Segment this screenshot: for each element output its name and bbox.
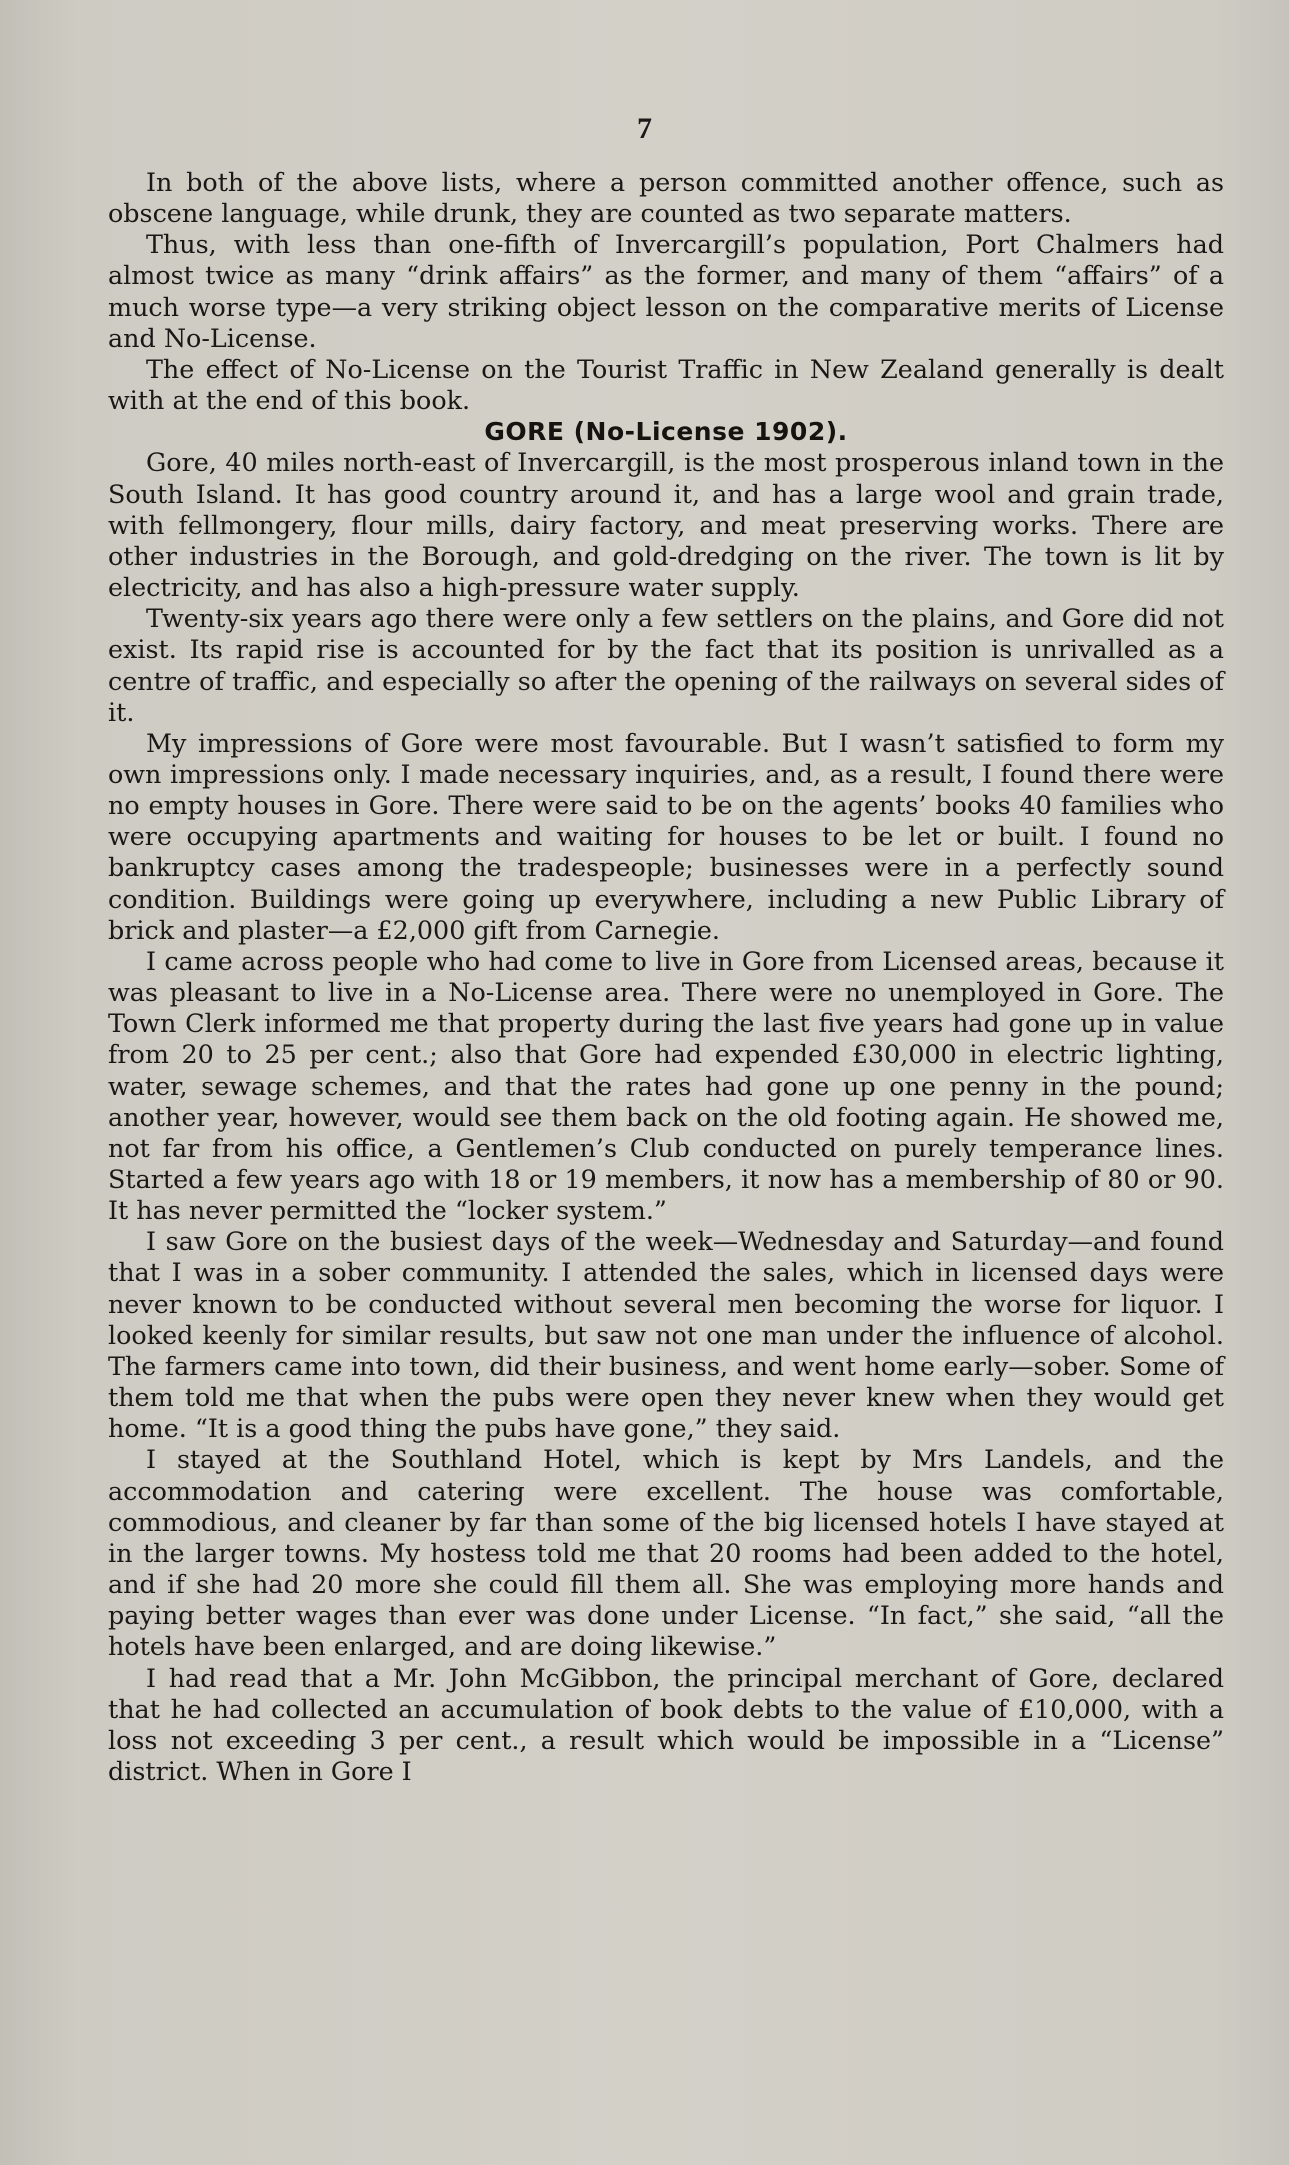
paragraph: I had read that a Mr. John McGibbon, the principal merchant of Gore, declared that he had collected an accumulation of book debts to the value of £10,000, with a loss not exceeding 3 per cent., a result which would be impossible in a “License” district. When in Gore I — [108, 1662, 1224, 1786]
paragraph: The effect of No-License on the Tourist Traffic in New Zealand generally is dealt with at the end of this book. — [108, 353, 1224, 416]
section-heading: GORE (No-License 1902). — [484, 417, 848, 447]
paragraph: My impressions of Gore were most favourable. But I wasn’t satisfied to form my own impressions only. I made necessary inquiries, and, as a result, I found there were no empty houses in Gore. There were said to be on the agents’ books 40 families who were occupying apartments and waiting for houses to be let or built. I found no bankruptcy cases among the tradespeople; businesses were in a perfectly sound condition. Buildings were going up everywhere, including a new Public Library of brick and plaster—a £2,000 gift from Carnegie. — [108, 727, 1224, 945]
page-number: 7 — [637, 112, 652, 145]
paragraph: Gore, 40 miles north-east of Invercargill, is the most prosperous inland town in the South Island. It has good country around it, and has a large wool and grain trade, with fellmongery, flour mills, dairy factory, and meat preserving works. There are other industries in the Borough, and gold-dredging on the river. The town is lit by electricity, and has also a high-pressure water supply. — [108, 447, 1224, 603]
paragraph: I stayed at the Southland Hotel, which is kept by Mrs Landels, and the accommodation and catering were excellent. The house was comfortable, commodious, and cleaner by far than some of the big licensed hotels I have stayed at in the larger towns. My hostess told me that 20 rooms had been added to the hotel, and if she had 20 more she could fill them all. She was employing more hands and paying better wages than ever was done under License. “In fact,” she said, “all the hotels have been enlarged, and are doing likewise.” — [108, 1444, 1224, 1662]
paragraph: Thus, with less than one-fifth of Invercargill’s population, Port Chalmers had almost twice as many “drink affairs” as the former, and many of them “affairs” of a much worse type—a very striking object lesson on the comparative merits of License and No-License. — [108, 229, 1224, 353]
paragraph: Twenty-six years ago there were only a few settlers on the plains, and Gore did not exist. Its rapid rise is accounted for by the fact that its position is unrivalled as a centre of traffic, and especially so after the opening of the railways on several sides of it. — [108, 603, 1224, 727]
paragraph: In both of the above lists, where a person committed another offence, such as obscene language, while drunk, they are counted as two separate matters. — [108, 167, 1224, 229]
paragraph: I saw Gore on the busiest days of the week—Wednesday and Saturday—and found that I was in a sober community. I attended the sales, which in licensed days were never known to be conducted without several men becoming the worse for liquor. I looked keenly for similar results, but saw not one man under the influence of alcohol. The farmers came into town, did their business, and went home early—sober. Some of them told me that when the pubs were open they never knew when they would get home. “It is a good thing the pubs have gone,” they said. — [108, 1226, 1224, 1444]
page-body — [108, 167, 1224, 1787]
paragraph: I came across people who had come to live in Gore from Licensed areas, because it was pleasant to live in a No-License area. There were no unemployed in Gore. The Town Clerk informed me that property during the last five years had gone up in value from 20 to 25 per cent.; also that Gore had expended £30,000 in electric lighting, water, sewage schemes, and that the rates had gone up one penny in the pound; another year, however, would see them back on the old footing again. He showed me, not far from his office, a Gentlemen’s Club conducted on purely temperance lines. Started a few years ago with 18 or 19 members, it now has a membership of 80 or 90. It has never permitted the “locker system.” — [108, 945, 1224, 1226]
